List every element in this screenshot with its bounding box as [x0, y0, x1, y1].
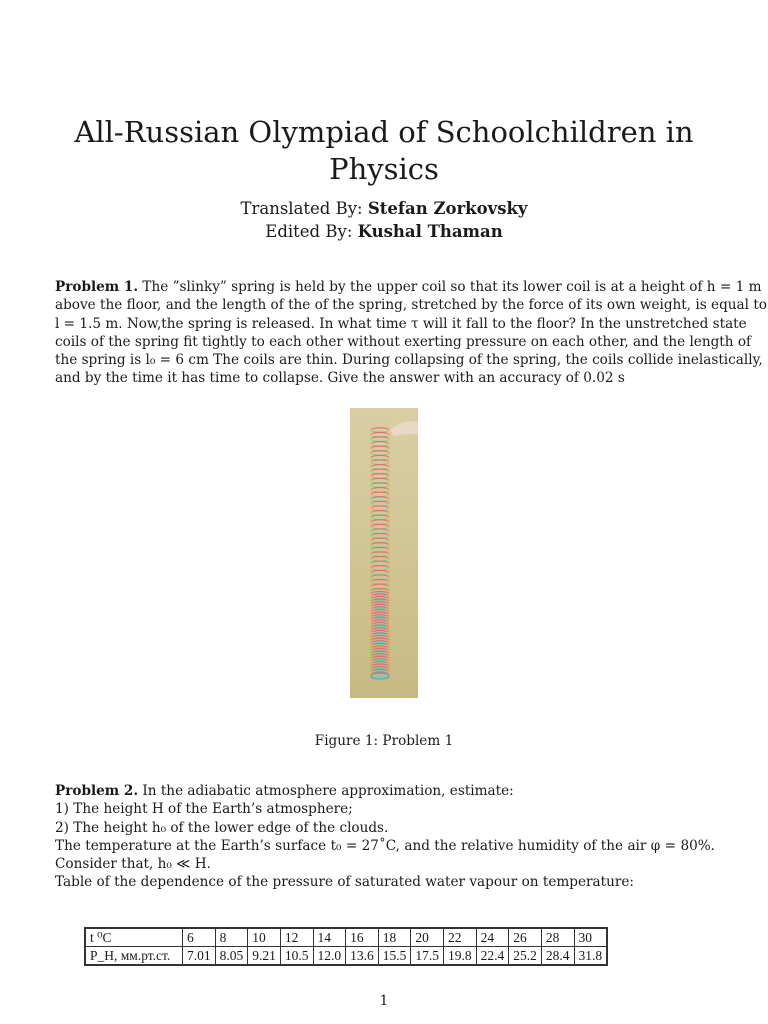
- table-cell: 13.6: [346, 947, 379, 966]
- table-cell: 20: [411, 928, 444, 947]
- slinky-coil: [371, 451, 389, 455]
- table-cell: 28.4: [541, 947, 574, 966]
- slinky-coil: [371, 488, 389, 492]
- table-cell: 8: [215, 928, 248, 947]
- slinky-coil: [371, 547, 389, 551]
- table-cell: 31.8: [574, 947, 607, 966]
- editor-line: [40, 221, 728, 243]
- table-cell: 7.01: [183, 947, 216, 966]
- title-line-1: All-Russian Olympiad of Schoolchildren in: [74, 115, 694, 149]
- table-cell: 17.5: [411, 947, 444, 966]
- slinky-coil: [371, 520, 389, 524]
- slinky-coil: [371, 566, 389, 570]
- table-cell: 24: [476, 928, 509, 947]
- table-cell: 16: [346, 928, 379, 947]
- problem-2-heading: Problem 2.: [55, 783, 139, 799]
- table-cell: 30: [574, 928, 607, 947]
- slinky-coil: [371, 580, 389, 584]
- problem-1-line: above the floor, and the length of the of the spring, stretched by the force of its own weight, is equal to: [55, 297, 767, 314]
- slinky-coil: [371, 511, 389, 515]
- slinky-coil: [371, 437, 389, 441]
- slinky-coil: [371, 492, 389, 496]
- slinky-coil: [371, 538, 389, 542]
- problem-1-heading: Problem 1.: [55, 279, 139, 295]
- translator-line: [40, 198, 728, 220]
- slinky-coil: [371, 497, 389, 501]
- table-cell: 25.2: [509, 947, 542, 966]
- table-header-cell: t ⁰C: [85, 928, 183, 947]
- slinky-coil: [371, 501, 389, 505]
- problem-1-line: The ”slinky” spring is held by the upper coil so that its lower coil is at a height of h = 1 m: [138, 279, 762, 295]
- edited-label: Edited By:: [265, 222, 353, 241]
- table-cell: 10.5: [280, 947, 313, 966]
- slinky-photo-icon: [350, 408, 418, 698]
- problem-1-line: coils of the spring fit tightly to each other without exerting pressure on each other, and the length of: [55, 333, 752, 350]
- slinky-coil: [371, 557, 389, 561]
- slinky-coil: [371, 474, 389, 478]
- slinky-coil: [371, 552, 389, 556]
- slinky-coil: [371, 524, 389, 528]
- slinky-coil: [371, 584, 389, 588]
- table-cell: 15.5: [378, 947, 411, 966]
- translated-label: Translated By:: [240, 199, 363, 218]
- table-cell: 6: [183, 928, 216, 947]
- slinky-coil: [371, 561, 389, 565]
- slinky-coil: [371, 478, 389, 482]
- slinky-coil: [371, 428, 389, 432]
- problem-1-line: and by the time it has time to collapse. Give the answer with an accuracy of 0.02 s: [55, 370, 625, 387]
- slinky-coil: [371, 465, 389, 469]
- slinky-coil: [371, 575, 389, 579]
- slinky-coil: [371, 469, 389, 473]
- slinky-coil: [371, 432, 389, 436]
- page-title: [40, 114, 728, 188]
- slinky-drawing: [350, 408, 418, 698]
- figure-caption: Figure 1: Problem 1: [314, 733, 454, 749]
- problem-2-line: 2) The height h₀ of the lower edge of the clouds.: [55, 819, 389, 836]
- slinky-coil: [371, 483, 389, 487]
- problem-2-text: [55, 782, 715, 892]
- table-cell: 19.8: [444, 947, 477, 966]
- problem-2-line: 1) The height H of the Earth’s atmosphere;: [55, 801, 353, 818]
- editor-name: Kushal Thaman: [357, 222, 503, 241]
- table-cell: 22.4: [476, 947, 509, 966]
- slinky-coil: [371, 515, 389, 519]
- slinky-coil: [371, 446, 389, 450]
- problem-1-line: the spring is l₀ = 6 cm The coils are thin. During collapsing of the spring, the coils collide inelastically,: [55, 352, 763, 369]
- problem-2-line: The temperature at the Earth’s surface t₀ = 27˚C, and the relative humidity of the air φ = 80%.: [55, 837, 715, 854]
- table-cell: 12: [280, 928, 313, 947]
- table-row: [85, 947, 607, 966]
- slinky-coil: [371, 455, 389, 459]
- table-cell: 8.05: [215, 947, 248, 966]
- problem-2-line: Consider that, h₀ ≪ H.: [55, 856, 211, 873]
- slinky-coil: [371, 442, 389, 446]
- table-cell: 12.0: [313, 947, 346, 966]
- table-cell: 26: [509, 928, 542, 947]
- problem-2-line: In the adiabatic atmosphere approximation, estimate:: [138, 783, 514, 799]
- title-line-2: Physics: [329, 152, 439, 186]
- problem-1-text: [55, 278, 767, 388]
- slinky-coil: [371, 506, 389, 510]
- slinky-coil: [371, 543, 389, 547]
- table-cell: 10: [248, 928, 281, 947]
- table-cell: 28: [541, 928, 574, 947]
- slinky-coil: [371, 570, 389, 574]
- table-cell: 14: [313, 928, 346, 947]
- vapour-pressure-table: [84, 927, 608, 966]
- table-cell: 22: [444, 928, 477, 947]
- problem-2-line: Table of the dependence of the pressure of saturated water vapour on temperature:: [55, 874, 634, 891]
- problem-1-line: l = 1.5 m. Now,the spring is released. In what time τ will it fall to the floor? In the unstretched state: [55, 315, 747, 332]
- translator-name: Stefan Zorkovsky: [367, 199, 528, 218]
- table-header-cell: P_H, мм.рт.ст.: [85, 947, 183, 966]
- table-row: [85, 928, 607, 947]
- slinky-coil: [371, 534, 389, 538]
- slinky-coil: [371, 460, 389, 464]
- table-cell: 9.21: [248, 947, 281, 966]
- table-cell: 18: [378, 928, 411, 947]
- page-number: 1: [379, 993, 389, 1009]
- slinky-coil: [371, 529, 389, 533]
